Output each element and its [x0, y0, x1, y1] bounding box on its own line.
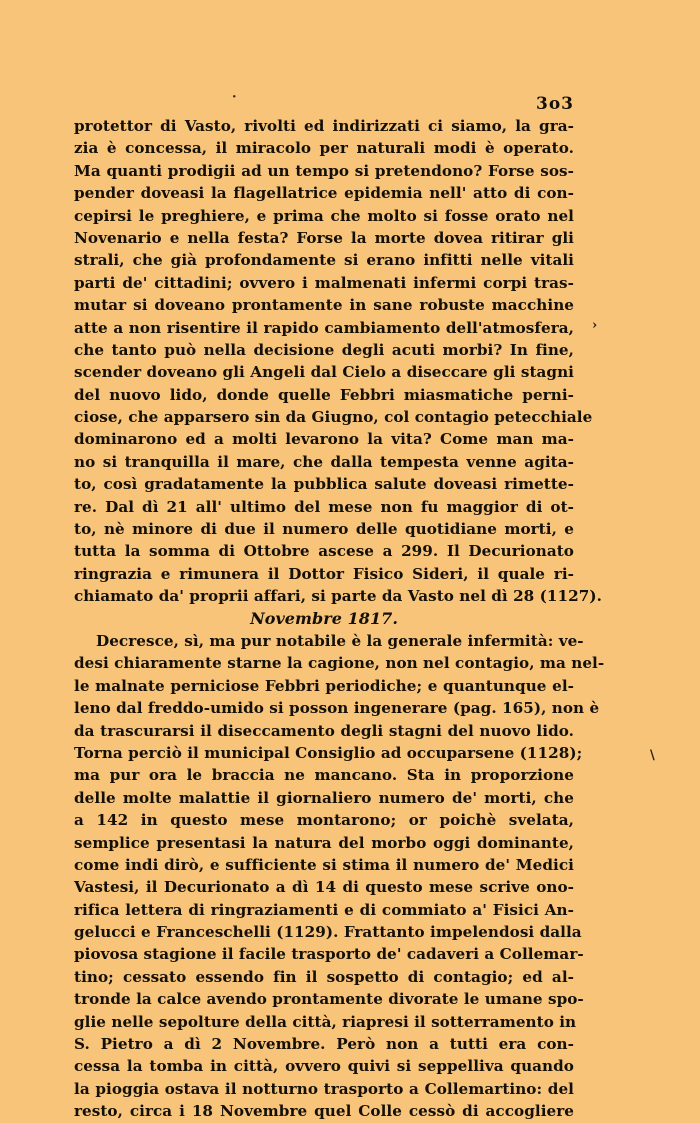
text-line: strali, che già profondamente si erano infitti nelle vitali	[74, 251, 574, 270]
text-line: Decresce, sì, ma pur notabile è la generale infermità: ve-	[96, 631, 584, 650]
text-line: semplice presentasi la natura del morbo oggi dominante,	[74, 833, 574, 852]
text-line: scender doveano gli Angeli dal Cielo a diseccare gli stagni	[74, 363, 574, 382]
text-line: glie nelle sepolture della città, riapresi il sotterramento in	[74, 1012, 577, 1031]
text-line: tino; cessato essendo fin il sospetto di contagio; ed al-	[74, 967, 574, 986]
text-line: cepirsi le preghiere, e prima che molto si fosse orato nel	[74, 206, 574, 225]
text-line: to, così gradatamente la pubblica salute doveasi rimette-	[74, 475, 574, 494]
text-line: pender doveasi la flagellatrice epidemia nell' atto di con-	[74, 184, 574, 203]
text-line: desi chiaramente starne la cagione, non nel contagio, ma nel-	[74, 654, 605, 673]
text-line: gelucci e Franceschelli (1129). Frattanto impelendosi dalla	[74, 923, 582, 942]
text-line: S. Pietro a dì 2 Novembre. Però non a tutti era con-	[74, 1035, 574, 1054]
text-line: piovosa stagione il facile trasporto de' cadaveri a Collemar-	[74, 945, 584, 964]
text-line: tronde la calce avendo prontamente divorate le umane spo-	[74, 990, 584, 1009]
text-line: Ma quanti prodigii ad un tempo si pretendono? Forse sos-	[74, 161, 574, 180]
text-line: resto, circa i 18 Novembre quel Colle cessò di accogliere	[74, 1102, 574, 1121]
text-line: da trascurarsi il diseccamento degli stagni del nuovo lido.	[74, 721, 574, 740]
text-line: mutar si doveano prontamente in sane robuste macchine	[74, 296, 574, 315]
ink-speck: ›	[592, 318, 598, 333]
text-line: che tanto può nella decisione degli acuti morbi? In fine,	[74, 340, 574, 359]
text-line: tutta la somma di Ottobre ascese a 299. Il Decurionato	[74, 542, 574, 561]
text-line: no si tranquilla il mare, che dalla tempesta venne agita-	[74, 452, 574, 471]
text-line: Novenario e nella festa? Forse la morte dovea ritirar gli	[74, 228, 574, 247]
text-line: Vastesi, il Decurionato a dì 14 di questo mese scrive ono-	[74, 878, 574, 897]
text-line: ciose, che apparsero sin da Giugno, col contagio petecchiale	[74, 408, 593, 427]
text-line: come indi dirò, e sufficiente si stima il numero de' Medici	[74, 855, 574, 874]
text-line: protettor di Vasto, rivolti ed indirizzati ci siamo, la gra-	[74, 117, 574, 135]
text-line: to, nè minore di due il numero delle quotidiane morti, e	[74, 520, 574, 539]
text-line: cessa la tomba in città, ovvero quivi si seppelliva quando	[74, 1057, 574, 1076]
ink-speck: ·	[232, 90, 237, 105]
page-number: 3o3	[536, 94, 574, 114]
text-line: ringrazia e rimunera il Dottor Fisico Sideri, il quale ri-	[74, 564, 574, 583]
section-heading: Novembre 1817.	[250, 608, 398, 628]
book-page	[74, 0, 605, 1121]
text-line: ma pur ora le braccia ne mancano. Sta in proporzione	[74, 766, 574, 785]
text-line: la pioggia ostava il notturno trasporto a Collemartino: del	[74, 1079, 574, 1098]
text-line: chiamato da' proprii affari, si parte da Vasto nel dì 28 (1127).	[74, 587, 602, 606]
text-line: dominarono ed a molti levarono la vita? Come man ma-	[74, 430, 574, 449]
text-line: rifica lettera di ringraziamenti e di commiato a' Fisici An-	[74, 900, 574, 919]
text-line: le malnate perniciose Febbri periodiche; e quantunque el-	[74, 676, 574, 695]
text-line: Torna perciò il municipal Consiglio ad occuparsene (1128);	[74, 743, 583, 762]
body-text	[74, 115, 605, 1123]
text-line: re. Dal dì 21 all' ultimo del mese non fu maggior di ot-	[74, 497, 574, 516]
text-line: leno dal freddo-umido si posson ingenerare (pag. 165), non è	[74, 699, 600, 718]
text-line: atte a non risentire il rapido cambiamento dell'atmosfera,	[74, 318, 574, 337]
text-line: zia è concessa, il miracolo per naturali modi è operato.	[74, 139, 574, 158]
text-line: a 142 in questo mese montarono; or poichè svelata,	[74, 811, 574, 830]
text-line: del nuovo lido, donde quelle Febbri miasmatiche perni-	[74, 385, 574, 404]
ink-speck: \	[650, 748, 655, 763]
text-line: delle molte malattie il giornaliero numero de' morti, che	[74, 788, 574, 807]
text-line: parti de' cittadini; ovvero i malmenati infermi corpi tras-	[74, 273, 574, 292]
